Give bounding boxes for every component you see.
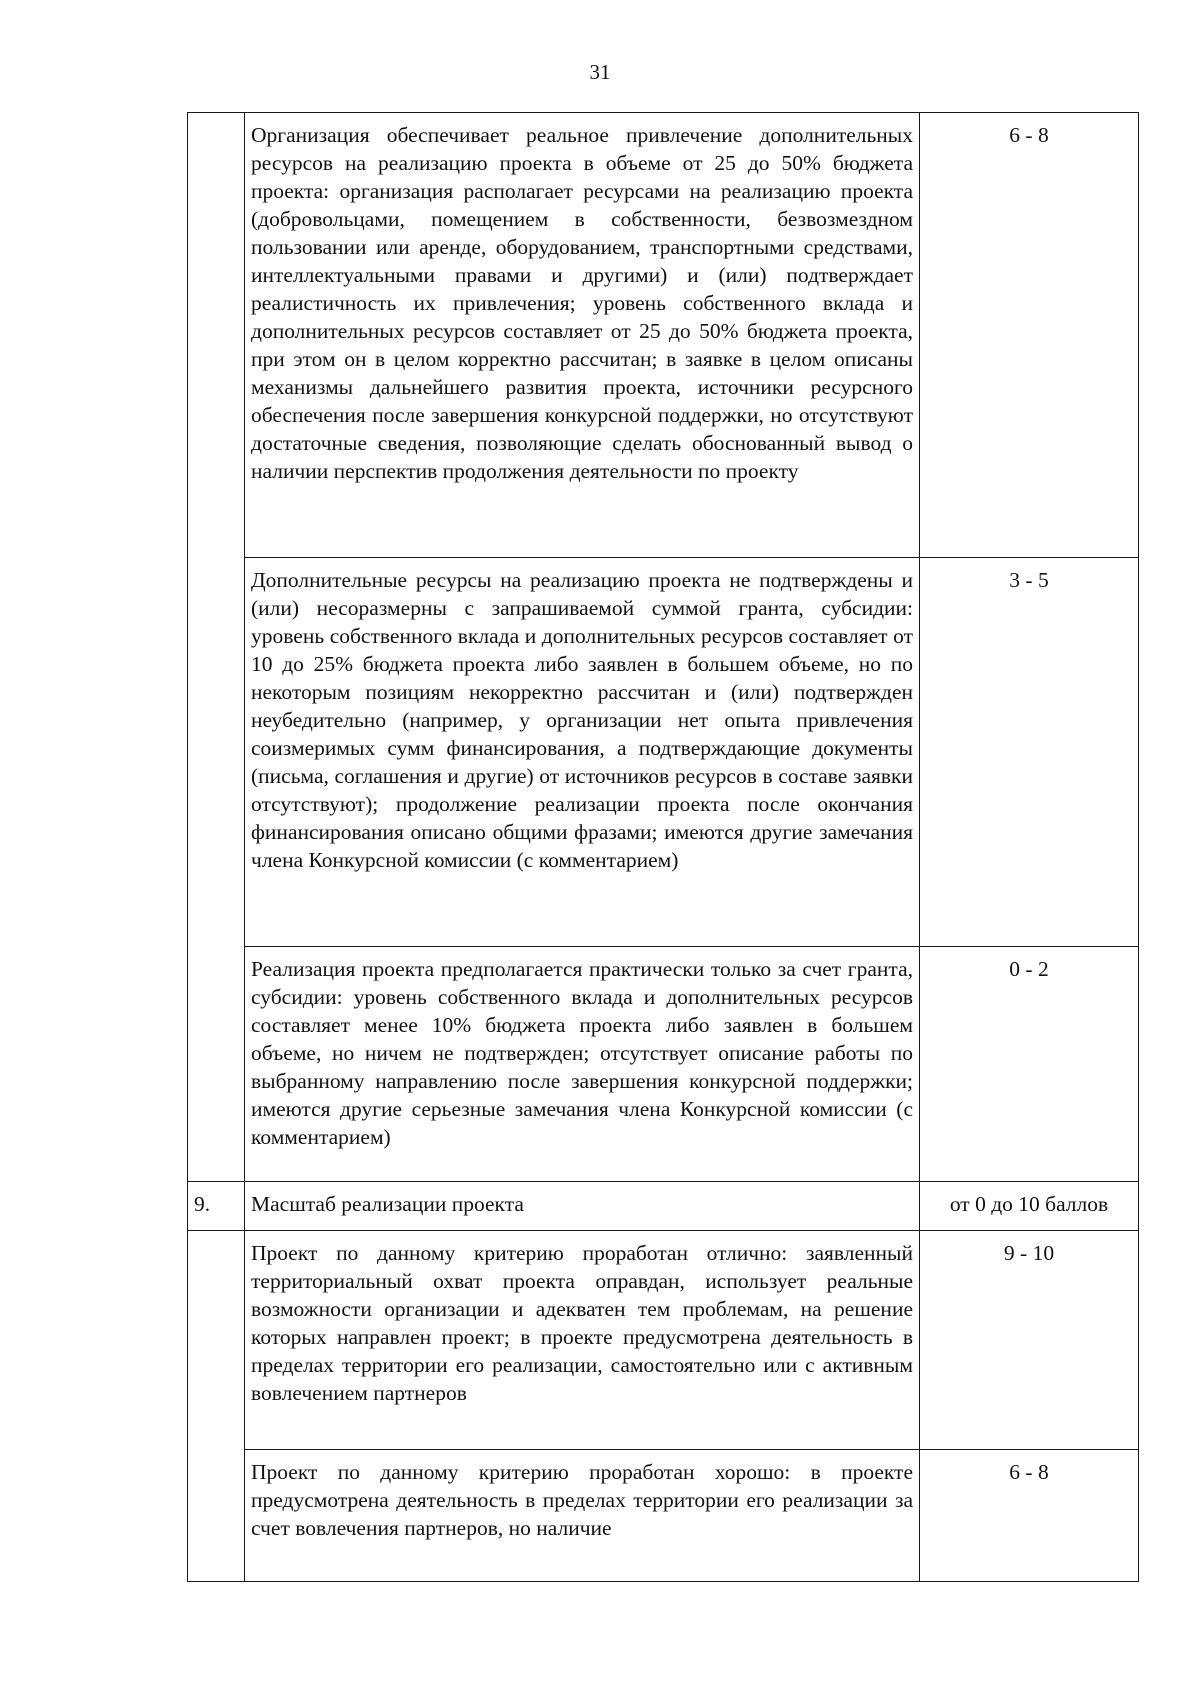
score-range: от 0 до 10 баллов (920, 1182, 1139, 1231)
page-number: 31 (589, 60, 611, 84)
criterion-title: Масштаб реализации проекта (245, 1182, 920, 1231)
table-row (188, 1231, 1139, 1450)
row-number-cell (188, 113, 245, 1182)
table-row (188, 1182, 1139, 1231)
criteria-table (187, 112, 1139, 1582)
table-row (188, 947, 1139, 1182)
row-number-cell: 9. (188, 1182, 245, 1231)
criterion-description: Организация обеспечивает реальное привлечение дополнительных ресурсов на реализацию проекта в объеме от 25 до 50% бюджета проекта: организация располагает ресурсами на реализацию проекта (добровольцами, помещением в собственности, безвозмездном пользовании или аренде, оборудованием, транспортными средствами, интеллектуальными правами и другими) и (или) подтверждает реалистичность их привлечения; уровень собственного вклада и дополнительных ресурсов составляет от 25 до 50% бюджета проекта, при этом он в целом корректно рассчитан; в заявке в целом описаны механизмы дальнейшего развития проекта, источники ресурсного обеспечения после завершения конкурсной поддержки, но отсутствуют достаточные сведения, позволяющие сделать обоснованный вывод о наличии перспектив продолжения деятельности по проекту (245, 113, 920, 558)
criterion-description: Проект по данному критерию проработан отлично: заявленный территориальный охват проекта оправдан, использует реальные возможности организации и адекватен тем проблемам, на решение которых направлен проект; в проекте предусмотрена деятельность в пределах территории его реализации, самостоятельно или с активным вовлечением партнеров (245, 1231, 920, 1450)
criterion-description: Реализация проекта предполагается практически только за счет гранта, субсидии: уровень собственного вклада и дополнительных ресурсов составляет менее 10% бюджета проекта либо заявлен в большем объеме, но ничем не подтвержден; отсутствует описание работы по выбранному направлению после завершения конкурсной поддержки; имеются другие серьезные замечания члена Конкурсной комиссии (с комментарием) (245, 947, 920, 1182)
criterion-description: Проект по данному критерию проработан хорошо: в проекте предусмотрена деятельность в пределах территории его реализации за счет вовлечения партнеров, но наличие (245, 1450, 920, 1582)
score-range: 9 - 10 (920, 1231, 1139, 1450)
table-row (188, 113, 1139, 558)
table-row (188, 558, 1139, 947)
table-row (188, 1450, 1139, 1582)
row-number-cell (188, 1231, 245, 1582)
criterion-description: Дополнительные ресурсы на реализацию проекта не подтверждены и (или) несоразмерны с запрашиваемой суммой гранта, субсидии: уровень собственного вклада и дополнительных ресурсов составляет от 10 до 25% бюджета проекта либо заявлен в большем объеме, но по некоторым позициям некорректно рассчитан и (или) подтвержден неубедительно (например, у организации нет опыта привлечения соизмеримых сумм финансирования, а подтверждающие документы (письма, соглашения и другие) от источников ресурсов в составе заявки отсутствуют); продолжение реализации проекта после окончания финансирования описано общими фразами; имеются другие замечания члена Конкурсной комиссии (с комментарием) (245, 558, 920, 947)
score-range: 0 - 2 (920, 947, 1139, 1182)
score-range: 6 - 8 (920, 113, 1139, 558)
score-range: 3 - 5 (920, 558, 1139, 947)
score-range: 6 - 8 (920, 1450, 1139, 1582)
